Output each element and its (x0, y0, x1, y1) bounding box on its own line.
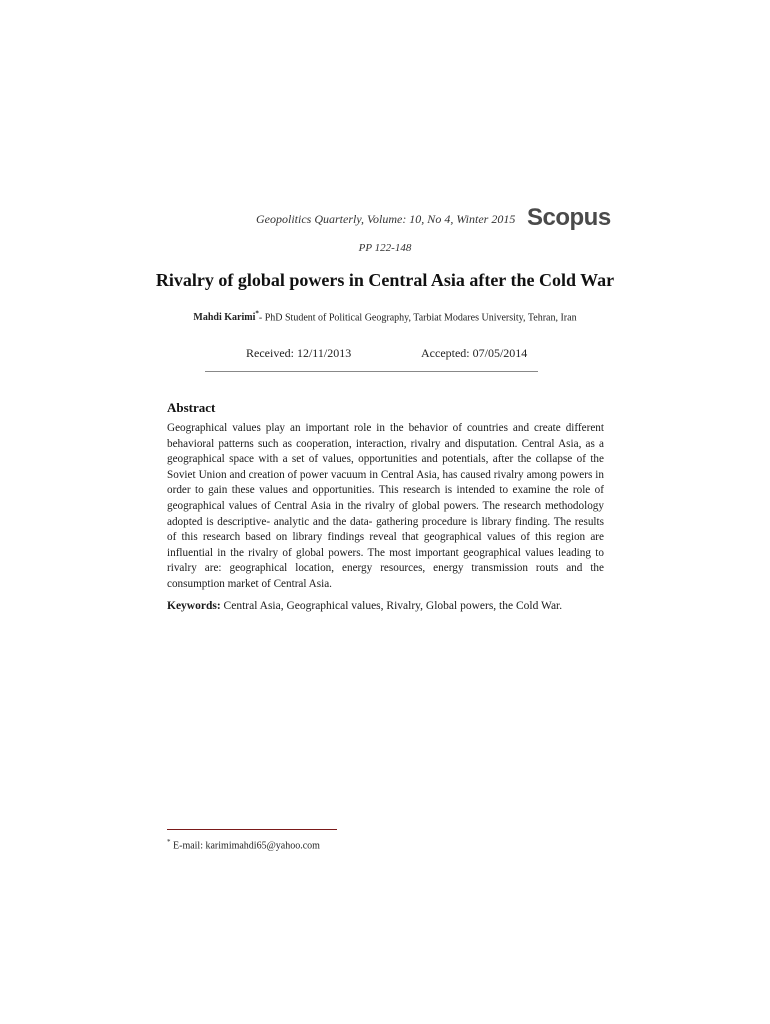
abstract-heading: Abstract (167, 400, 216, 415)
paper-title: Rivalry of global powers in Central Asia after the Cold War (155, 270, 615, 290)
scopus-logo: Scopus (527, 204, 611, 231)
author-name: Mahdi Karimi* (193, 310, 259, 324)
abstract-body: Geographical values play an important role in the behavior of countries and create different behavioral patterns such as cooperation, interaction, rivalry and disputation. Central Asia, as a geographical space with a set of values, opportunities and potentials, after the collapse of the Soviet Union and creation of power vacuum in Central Asia, has caused rivalry among powers in order to gain these values and opportunities. This research is intended to examine the role of geographical values of Central Asia in the rivalry of global powers. The research methodology adopted is descriptive- analytic and the data- gathering procedure is library finding. The results of this research based on library findings reveal that geographical values of this region are influential in the rivalry of global powers. The most important geographical values leading to rivalry are: geographical location, energy resources, energy transmission routs and the consumption market of Central Asia. (167, 422, 604, 590)
page-range: PP 122-148 (358, 242, 412, 254)
author-footnote-marker: * (255, 310, 259, 318)
keywords-line (167, 600, 604, 612)
keywords-label: Keywords: (167, 600, 221, 612)
footnote-rule (167, 829, 337, 830)
author-email: E-mail: karimimahdi65@yahoo.com (173, 840, 320, 852)
journal-citation: Geopolitics Quarterly, Volume: 10, No 4, Winter 2015 (256, 212, 516, 226)
accepted-date: Accepted: 07/05/2014 (421, 346, 528, 360)
author-line (0, 310, 770, 323)
keywords-text: Central Asia, Geographical values, Rivalry, Global powers, the Cold War. (223, 600, 563, 612)
footnote (167, 838, 320, 851)
received-date: Received: 12/11/2013 (246, 346, 352, 360)
footnote-marker: * (167, 838, 171, 846)
author-affiliation: - PhD Student of Political Geography, Tarbiat Modares University, Tehran, Iran (258, 312, 577, 324)
date-separator-rule (205, 371, 538, 372)
